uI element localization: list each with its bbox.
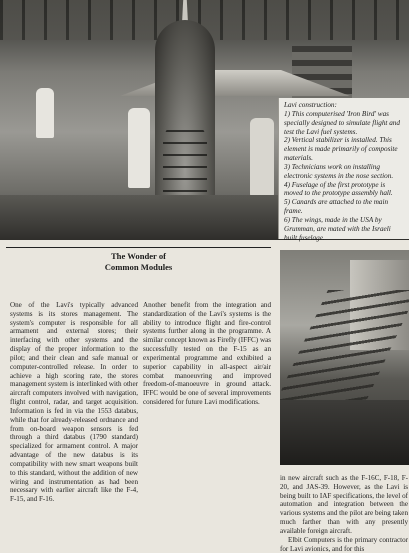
technician-figure: [250, 118, 274, 196]
caption-line: 5) Canards are attached to the main frame.: [284, 198, 389, 216]
article-paragraph: in new aircraft such as the F-16C, F-18, F-20, and JAS-39. However, as the Lavi is being built to IAF specifications, the level of automation and integration between the various systems and the pilot are being taken much farther than with any presently available foreign aircraft.: [280, 474, 408, 535]
article-column-left: [10, 301, 138, 504]
scaffold-ladder: [280, 290, 409, 410]
technician-figure: [128, 108, 150, 188]
photo-assembly-detail: [280, 250, 409, 465]
article-column-right: [280, 474, 408, 553]
section-title: [6, 251, 271, 272]
technician-figure: [36, 88, 54, 138]
photo-caption: [278, 98, 409, 242]
article-column-middle: [143, 301, 271, 407]
caption-line: 4) Fuselage of the first prototype is moved to the prototype assembly hall.: [284, 180, 393, 198]
caption-line: 6) The wings, made in the USA by Grumman, are mated with the Israeli built fuselage.: [284, 215, 391, 242]
section-rule: [6, 247, 271, 248]
caption-line: 1) This computerised 'Iron Bird' was specially designed to simulate flight and test the Lavi fuel systems.: [284, 109, 400, 136]
article-paragraph: Elbit Computers is the primary contractor for Lavi avionics, and for this: [280, 535, 408, 553]
caption-line: Lavi construction:: [284, 101, 337, 109]
article-paragraph: One of the Lavi's typically advanced systems is its stores management. The system's computer is responsible for all armament and external stores; their interfacing with other systems and the display of the proper information to the pilot; and their clean and safe manual or computer-controlled release. In order to achieve a high scoring rate, the stores management system is interlinked with other aircraft computers involved with navigation, flight control, radar, and target acquisition. Information is fed in via the 1553 databus, while that for already-released ordnance and from on-board weapon sensors is fed through a third databus (1790 standard) specialized for armament control. A major advantage of the new databus is its compatibility with new smart weapons built to this standard, without the addition of new wiring and instrumentation as had been necessary with earlier aircraft like the F-4, F-15, and F-16.: [10, 301, 138, 504]
article-paragraph: Another benefit from the integration and standardization of the Lavi's systems is the ability to introduce flight and fire-control systems further along in the programme. A similar concept known as Firefly (IFFC) was successfully tested on the F-15 as an experimental programme and exhibited a superior capability in all-aspect air/air combat manoeuvring and improved freedom-of-manoeuvre in ground attack. IFFC would be one of several improvements considered for future Lavi modifications.: [143, 301, 271, 407]
caption-line: 3) Technicians work on installing electronic systems in the nose section.: [284, 162, 394, 180]
caption-line: 2) Vertical stabilizer is installed. This element is made primarily of composite materials.: [284, 136, 398, 163]
section-title-line: The Wonder of: [110, 251, 167, 261]
assembly-rail: [280, 400, 409, 465]
section-title-line: Common Modules: [104, 261, 173, 272]
